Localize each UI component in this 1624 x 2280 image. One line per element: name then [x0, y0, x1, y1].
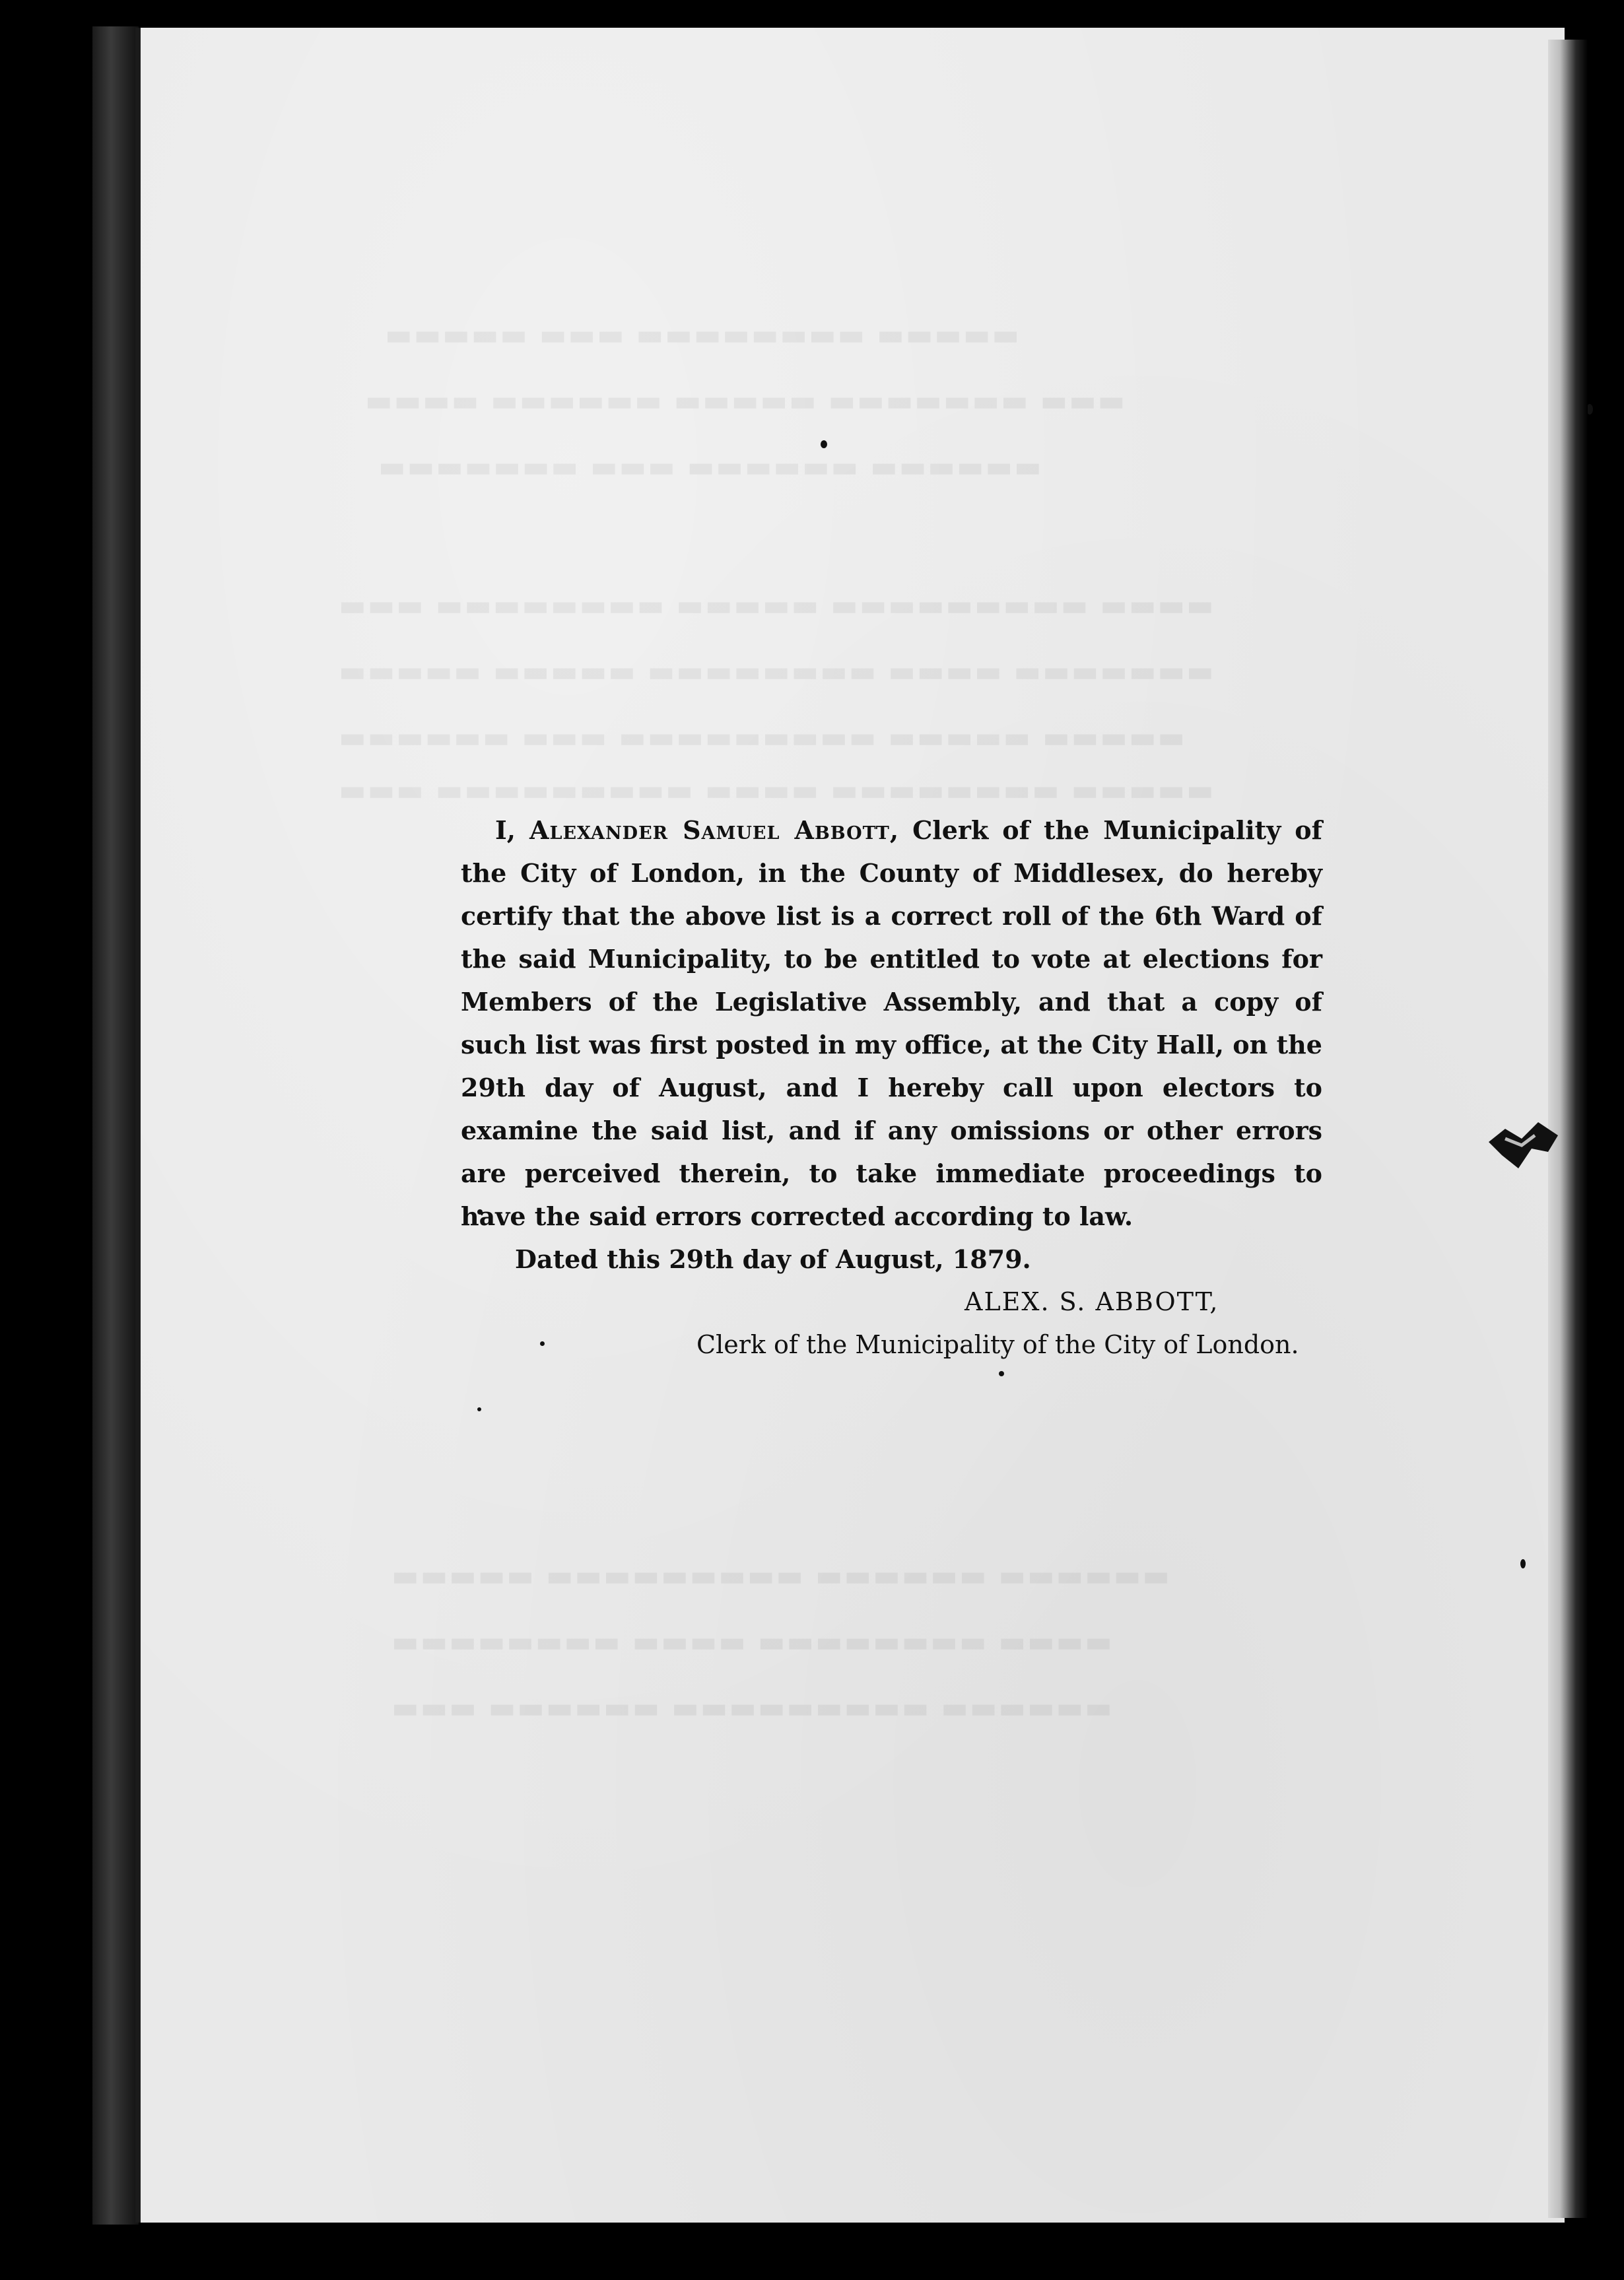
show-through-mark: ▬▬▬▬▬▬▬▬ ▬▬▬▬ ▬▬▬▬▬▬▬▬ ▬▬▬▬	[391, 1625, 1114, 1659]
ink-speck	[1520, 1559, 1526, 1568]
certify-opening: I,	[495, 815, 529, 845]
certification-paragraph	[461, 809, 1322, 1238]
clerk-full-name: Alexander Samuel Abbott	[529, 815, 890, 845]
show-through-mark: ▬▬▬▬▬ ▬▬▬▬▬▬▬▬▬ ▬▬▬▬▬▬ ▬▬▬▬▬▬	[391, 1559, 1171, 1593]
ink-speck	[999, 1371, 1004, 1376]
show-through-mark: ▬▬▬▬▬ ▬▬▬ ▬▬▬▬▬▬▬▬ ▬▬▬▬▬	[385, 318, 1021, 352]
certification-text	[461, 809, 1322, 1366]
ink-speck	[477, 1407, 481, 1411]
show-through-mark: ▬▬▬▬▬▬▬ ▬▬▬ ▬▬▬▬▬▬ ▬▬▬▬▬▬	[378, 450, 1043, 484]
fastener-icon	[1485, 1116, 1565, 1175]
show-through-mark: ▬▬▬▬▬▬ ▬▬▬ ▬▬▬▬▬▬▬▬▬ ▬▬▬▬▬ ▬▬▬▬▬	[339, 721, 1186, 754]
show-through-mark: ▬▬▬ ▬▬▬▬▬▬▬▬ ▬▬▬▬▬ ▬▬▬▬▬▬▬▬▬ ▬▬▬▬	[339, 589, 1215, 622]
ink-speck	[821, 440, 827, 448]
date-line: Dated this 29th day of August, 1879.	[515, 1244, 1031, 1274]
page-binding-shadow	[92, 26, 139, 2225]
show-through-mark: ▬▬▬ ▬▬▬▬▬▬▬▬▬ ▬▬▬▬ ▬▬▬▬▬▬▬▬ ▬▬▬▬▬	[339, 774, 1215, 807]
certify-body: , Clerk of the Municipality of the City of London, in the County of Middlesex, do hereby certify that the above list is a correct roll of the 6th Ward of the said Municipality, to be entitled to vote at elections for Members of the Legislative Assembly, and that a copy of such list was first posted in my office, at the City Hall, on the 29th day of August, and I hereby call upon electors to examine the said list, and if any omissions or other errors are perceived therein, to take immediate proceedings to have the said errors corrected according to law.	[461, 815, 1323, 1231]
signature-title: Clerk of the Municipality of the City of London.	[696, 1330, 1299, 1359]
signature-name: ALEX. S. ABBOTT,	[964, 1287, 1219, 1316]
show-through-mark: ▬▬▬▬ ▬▬▬▬▬▬ ▬▬▬▬▬ ▬▬▬▬▬▬▬ ▬▬▬	[365, 384, 1127, 418]
show-through-mark: ▬▬▬▬▬ ▬▬▬▬▬ ▬▬▬▬▬▬▬▬ ▬▬▬▬ ▬▬▬▬▬▬▬	[339, 655, 1215, 688]
show-through-mark: ▬▬▬ ▬▬▬▬▬▬ ▬▬▬▬▬▬▬▬▬ ▬▬▬▬▬▬	[391, 1691, 1114, 1725]
